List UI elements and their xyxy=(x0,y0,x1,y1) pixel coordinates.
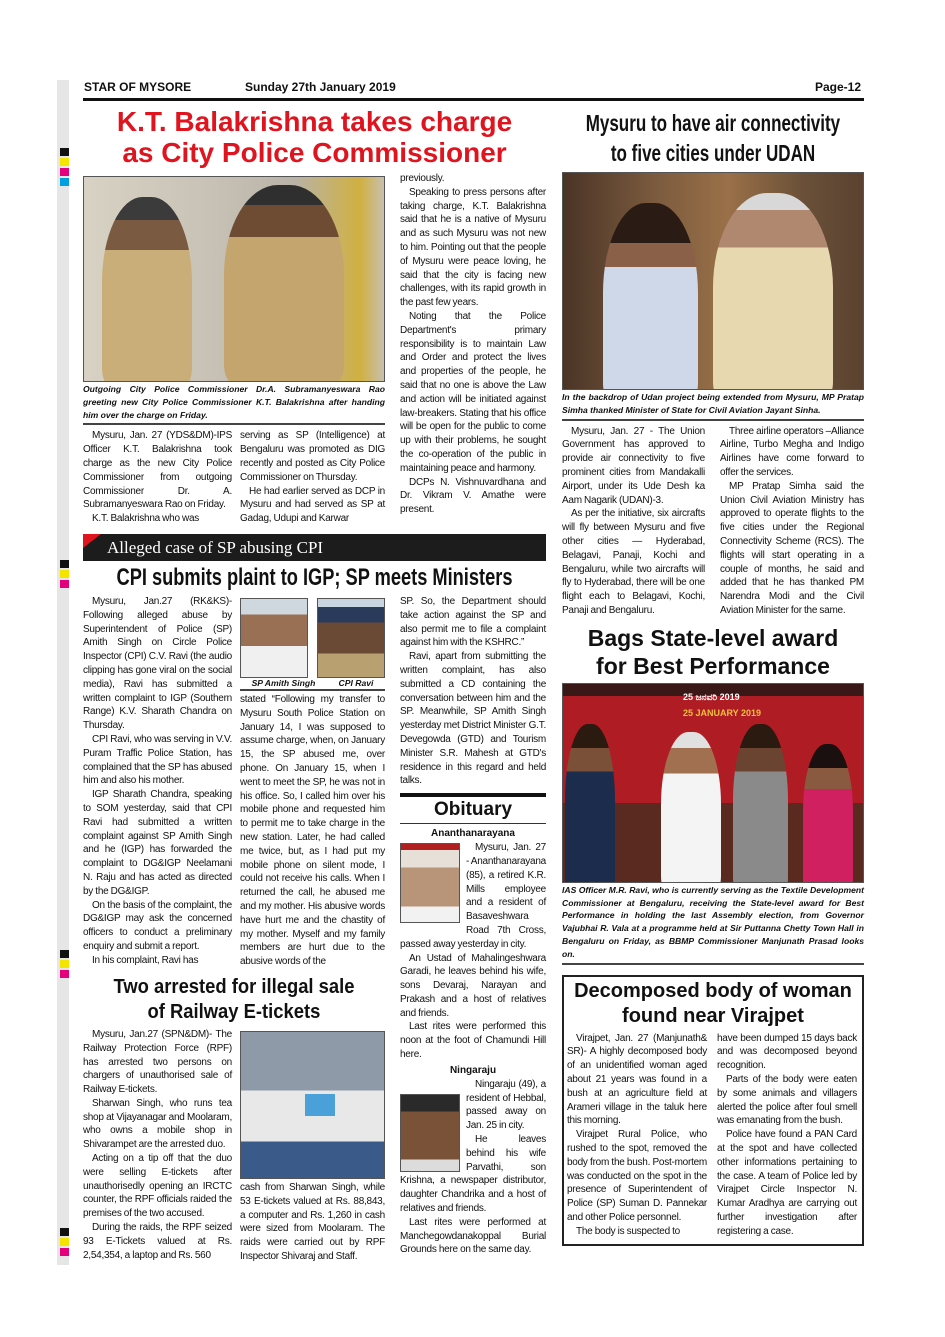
decomposed-story-box xyxy=(562,975,864,1247)
udan-headline-line2: to five cities under UDAN xyxy=(610,140,816,166)
sp-photo-label: SP Amith Singh xyxy=(251,677,316,688)
railway-column-2-wrap xyxy=(240,1028,385,1264)
paragraph: Sharwan Singh, who runs tea shop at Vijayanagar and Moolaram, who owns a mobile shop in Shivarampet are the arrested duo. xyxy=(83,1097,232,1151)
obituary-title: Obituary xyxy=(400,797,546,824)
udan-headline-line1: Mysuru to have air connectivity xyxy=(585,110,841,136)
paragraph: Mysuru, Jan. 27 - The Union Government has approved to provide air connectivity to five prominent cities from Mandakalli Airport, under its Ude Desh ka Aam Nagarik (UDAN)-3. xyxy=(562,425,705,506)
railway-photo xyxy=(240,1031,385,1179)
decomposed-columns xyxy=(567,1032,859,1239)
paragraph: An Ustad of Mahalingeshwara Garadi, he leaves behind his wife, sons Devaraj, Narayan and Prakash and a host of relatives and friends. xyxy=(400,952,546,1019)
registration-mark xyxy=(60,950,69,958)
award-headline xyxy=(562,624,864,680)
paragraph: Ningaraju (49), a resident of Hebbal, passed away on Jan. 25 in city. xyxy=(466,1078,546,1132)
obituary-name-2: Ningaraju xyxy=(449,1064,497,1076)
decomposed-column-2 xyxy=(717,1032,857,1239)
paragraph: He leaves behind his wife Parvathi, son Krishna, a newspaper distributor, daughter Chandrika and a host of relatives and friends. xyxy=(400,1134,546,1215)
registration-mark xyxy=(60,168,69,176)
paragraph: K.T. Balakrishna who was xyxy=(92,513,200,525)
cpi-column-1 xyxy=(83,595,232,968)
kt-headline-line1: K.T. Balakrishna takes charge xyxy=(116,106,513,137)
page-margin-bar xyxy=(57,80,69,1265)
banner-triangle-icon xyxy=(83,534,101,548)
paragraph: Virajpet, Jan. 27 (Manjunath& SR)- A highly decomposed body of an unidentified woman aged about 21 years was found in a bush at an agriculture field at Arameri village in the taluk here this morning. xyxy=(567,1032,707,1127)
cpi-photo-labels xyxy=(240,678,385,691)
paragraph: SP. So, the Department should take action against the SP and also permit me to file a complaint against him with the KSHRC.” xyxy=(400,595,546,649)
cpi-columns xyxy=(83,595,385,969)
paragraph: Mysuru, Jan.27 (SPN&DM)- The Railway Protection Force (RPF) has arrested two persons on chargers of unauthorised sale of Railway E-tickets. xyxy=(83,1028,232,1096)
udan-photo xyxy=(562,172,864,390)
masthead-rule xyxy=(83,98,864,101)
paragraph: Mysuru, Jan. 27 (YDS&DM)-IPS Officer K.T. Balakrishna took charge as the new City Police Commissioner from outgoing Commissioner Dr. A. Subramanyeswara Rao on Friday. xyxy=(83,430,232,511)
kt-column-2 xyxy=(240,429,385,526)
paragraph: The body is suspected to xyxy=(576,1225,680,1237)
paragraph: DCPs N. Vishnuvardhana and Dr. Vikram V. Amathe were present. xyxy=(400,476,546,516)
paragraph: serving as SP (Intelligence) at Bengaluru was promoted as DIG recently and posted as City Police Commissioner on Thursday. xyxy=(240,430,385,483)
right-section xyxy=(562,108,864,1246)
paragraph: Last rites were performed this noon at the foot of Chamundi Hill here. xyxy=(400,1021,546,1061)
registration-mark xyxy=(60,580,69,588)
cpi-column-2-wrap xyxy=(240,595,385,969)
kt-main xyxy=(83,172,385,526)
paragraph: Police have found a PAN Card at the spot and have collected other informations pertaining to the case. A team of Police led by Virajpet Circle Inspector N. Kumar Aradhya are carrying out further investigation after registering a case. xyxy=(717,1129,857,1237)
railway-column-1 xyxy=(83,1028,232,1263)
kt-column-3 xyxy=(400,172,546,517)
registration-mark xyxy=(60,1228,69,1236)
decomposed-headline-line2: found near Virajpet xyxy=(622,1004,804,1027)
cpi-and-lower-stories xyxy=(83,595,546,1264)
paragraph: Virajpet Rural Police, who rushed to the spot, removed the body from the bush. Post-mortem was conducted on the spot in the presence of Superintendent of Police (SP) Suman D. Pannekar and other Police personnel. xyxy=(567,1129,707,1223)
udan-photo-caption: In the backdrop of Udan project being extended from Mysuru, MP Pratap Simha thanked Minister of State for Civil Aviation Jayant Sinha. xyxy=(562,391,864,421)
paragraph: have been dumped 15 days back and was decomposed beyond recognition. xyxy=(717,1032,857,1072)
railway-headline xyxy=(83,975,385,1025)
issue-date: Sunday 27th January 2019 xyxy=(245,80,396,94)
obituary-text-2 xyxy=(400,1078,546,1257)
decomposed-column-1 xyxy=(567,1032,707,1239)
ningaraju-photo xyxy=(400,1094,460,1172)
paragraph: previously. xyxy=(400,173,445,184)
paragraph: In his complaint, Ravi has xyxy=(92,954,199,966)
udan-columns xyxy=(562,425,864,618)
kt-story xyxy=(83,172,546,526)
paragraph: Mysuru, Jan.27 (RK&KS)- Following alleged abuse by Superintendent of Police (SP) Amith Singh on Circle Police Inspector (CPI) C.V. Ravi (the audio clipping has gone viral on the social media), Ravi has submitted a written complaint to IGP (Southern Range) K.V. Sharath Chandra on Thursday. xyxy=(83,595,232,732)
obituary-text-1 xyxy=(400,841,546,1062)
paragraph: Ravi, apart from submitting the written complaint, has also submitted a CD containing the conversation between him and the SP. Meanwhile, SP Amith Singh yesterday met District Minister G.T. Devegowda (GTD) and Tourism Minister S.R. Mahesh at GTD's residence in this regard and held talks. xyxy=(400,651,546,787)
registration-mark xyxy=(60,148,69,156)
registration-mark xyxy=(60,560,69,568)
cpi-kicker-banner xyxy=(83,534,546,561)
award-photo xyxy=(562,683,864,883)
decomposed-headline-line1: Decomposed body of woman xyxy=(574,979,852,1002)
railway-columns xyxy=(83,1028,385,1264)
obituary-name-1: Ananthanarayana xyxy=(431,828,515,840)
registration-mark xyxy=(60,1248,69,1256)
cpi-headline: CPI submits plaint to IGP; SP meets Ministers xyxy=(116,563,513,591)
paper-name: STAR OF MYSORE xyxy=(84,80,192,94)
paragraph: MP Pratap Simha said the Union Civil Aviation Ministry has approved to operate flights to the five cities under the Regional Connectivity Scheme (RCS). The flights will start operating in a couple of months, he said and added that he has thanked PM Narendra Modi and the Civil Aviation Minister for the same. xyxy=(720,480,864,616)
paragraph: On the basis of the complaint, the DG&IGP may ask the concerned officers to conduct a preliminary enquiry and submit a report. xyxy=(83,899,232,952)
paragraph: Noting that the Police Department's primary responsibility is to maintain Law and Order and protect the lives and properties of the people, he said that no one is above the Law and action will be initiated against law-breakers. Stating that his office will be open for the public to come up with their problems, he sought the co-operation of the public in maintaining peace and harmony. xyxy=(400,310,546,474)
kt-photo xyxy=(83,176,385,382)
kt-columns xyxy=(83,429,385,526)
kt-photo-caption: Outgoing City Police Commissioner Dr.A. Subramanyeswara Rao greeting new City Police Commissioner K.T. Balakrishna after handing him over the charge on Friday. xyxy=(83,383,385,425)
paragraph: Three airline operators –Alliance Airline, Turbo Megha and Indigo Airlines have come forward to offer the services. xyxy=(720,425,864,478)
cpi-column-3 xyxy=(400,595,546,788)
registration-mark xyxy=(60,178,69,186)
registration-mark xyxy=(60,970,69,978)
udan-headline xyxy=(562,108,864,168)
kt-headline-line2: as City Police Commissioner xyxy=(122,137,507,168)
ananthanarayana-photo xyxy=(400,843,460,923)
lower-right-block xyxy=(400,595,546,1257)
award-backdrop-date: 25 JANUARY 2019 xyxy=(683,707,762,718)
railway-column-2 xyxy=(240,1181,385,1264)
udan-column-1 xyxy=(562,425,705,618)
cpi-column-2 xyxy=(240,693,385,969)
lower-left-block xyxy=(83,595,385,1264)
paragraph: He had earlier served as DCP in Mysuru and had served as SP at Gadag, Udupi and Karwar xyxy=(240,485,385,525)
registration-mark xyxy=(60,570,69,578)
registration-mark xyxy=(60,1238,69,1246)
cpi-ravi-photo xyxy=(317,598,385,678)
paragraph: As per the initiative, six aircrafts will fly between Mysuru and five other cities — Hyderabad, Belagavi, Panaji, Kochi and Bengaluru, while two aircrafts will fly to Hyderabad, there will be one flight each to Belagavi, Kochi, Panaji and Bengaluru. xyxy=(562,508,705,616)
paragraph: Speaking to press persons after taking charge, K.T. Balakrishna said that he is a native of Mysuru and as such Mysuru was not new to him. Pointing out that the people of Mysuru were peace loving, he said that the city is facing new challenges, with its rapid growth in the past few years. xyxy=(400,186,546,309)
paragraph: Parts of the body were eaten by some animals and villagers alerted the police after foul smell was emanating from the bush. xyxy=(717,1073,857,1127)
railway-headline-line2: of Railway E-tickets xyxy=(147,1000,321,1023)
paragraph: Last rites were performed at Manchegowdanakoppal Burial Grounds here on the same day. xyxy=(400,1216,546,1256)
kt-column-1 xyxy=(83,429,232,526)
paragraph: cash from Sharwan Singh, while 53 E-tickets valued at Rs. 88,843, a computer and Rs. 1,260 in cash were sized from Moolaram. The raids were carried out by RPF Inspector Shivaraj and Staff. xyxy=(240,1181,385,1262)
cpi-photos xyxy=(240,598,385,678)
cpi-photo-label: CPI Ravi xyxy=(338,677,374,688)
paragraph: Mysuru, Jan. 27 - Ananthanarayana (85), a retired K.R. Mills employee and a resident of Basaveshwara Road 7th Cross, passed away yesterday in city. xyxy=(400,842,546,950)
paragraph: Acting on a tip off that the duo were selling E-tickets after unauthorisedly opening an IRCTC counter, the RPF officials raided the premises of the two accused. xyxy=(83,1153,232,1220)
cpi-kicker: Alleged case of SP abusing CPI xyxy=(107,537,324,557)
registration-mark xyxy=(60,158,69,166)
sp-amith-singh-photo xyxy=(240,598,308,678)
railway-headline-line1: Two arrested for illegal sale xyxy=(113,975,355,998)
paragraph: stated “Following my transfer to Mysuru South Police Station on January 14, I was supposed to assume charge, when, on January 15, the SP abused me, over phone. On January 15, when I went to meet the SP, he was not in his office. So, I called him over his mobile phone and requested him to permit me to take charge in the new station. Later, he had called me twice, but, as I had put my mobile phone on silent mode, I could not receive his calls. When I returned the call, he abused me and my mother. His abusive words have hurt me and the chastity of my mother. Myself and my family members are hurt due to the abusive words of the xyxy=(240,693,385,968)
paragraph: During the raids, the RPF seized 93 E-Tickets valued at Rs. 2,54,354, a laptop and Rs. 560 xyxy=(83,1222,232,1261)
award-backdrop-date-kannada: 25 ಜನವರಿ 2019 xyxy=(683,691,740,702)
left-section xyxy=(83,106,546,1264)
award-headline-line1: Bags State-level award xyxy=(587,624,839,651)
udan-column-2 xyxy=(720,425,864,618)
paragraph: IGP Sharath Chandra, speaking to SOM yesterday, said that CPI Ravi had submitted a written complaint against SP Amith Singh and he (IGP) has forwarded the complaint to DG&IGP Neelamani N. Raju and has acted as directed by the DG&IGP. xyxy=(83,789,232,897)
award-headline-line2: for Best Performance xyxy=(596,652,830,679)
cpi-headline-wrap xyxy=(83,561,546,595)
page-number: Page-12 xyxy=(815,80,862,94)
registration-mark xyxy=(60,960,69,968)
paragraph: CPI Ravi, who was serving in V.V. Puram Traffic Police Station, has complained that the SP has abused him and also his mother. xyxy=(83,733,232,787)
award-photo-caption: IAS Officer M.R. Ravi, who is currently serving as the Textile Development Commissioner at Bengaluru, receiving the State-level award for Best Performance in holding the last Assembly election, from Governor Vajubhai R. Vala at a programme held at Sir Puttanna Chetty Town Hall in Bengaluru on Friday, as BBMP Commissioner Manjunath Prasad looks on. xyxy=(562,884,864,965)
